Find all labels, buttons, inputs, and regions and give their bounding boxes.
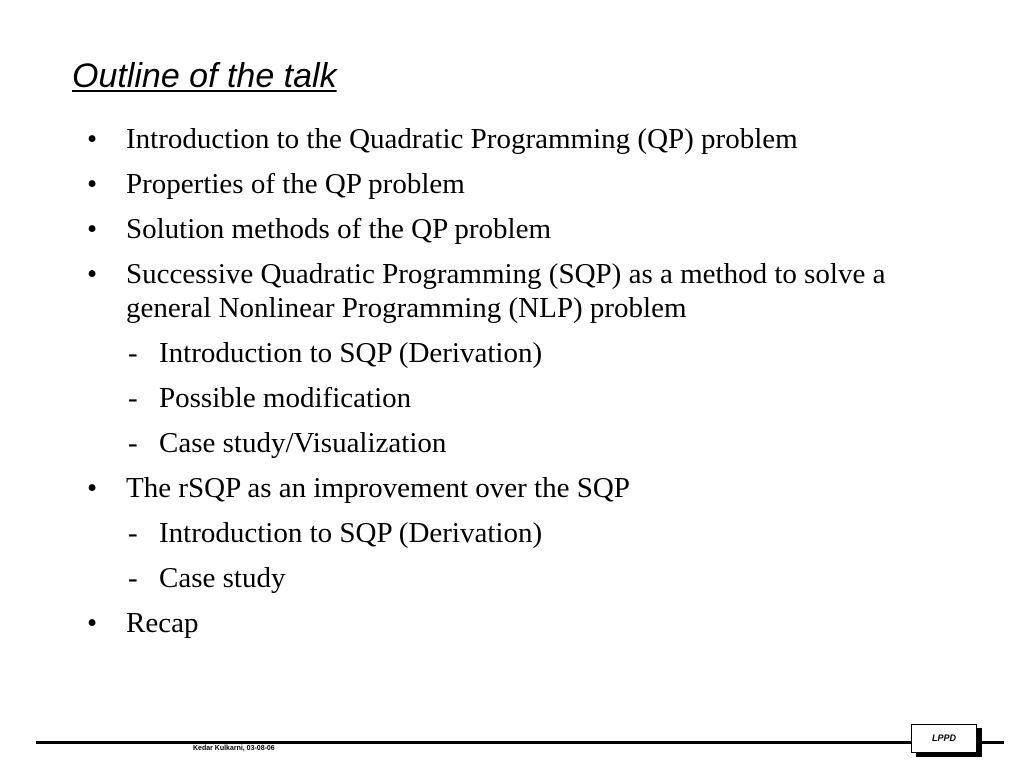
outline-subitem-text: Introduction to SQP (Derivation) [159,517,543,549]
outline-subitem [0,516,1000,550]
outline-item [0,212,926,246]
outline-list [0,122,1000,651]
slide-title: Outline of the talk [72,57,337,95]
bullet-icon: • [87,607,98,639]
outline-subitem-text: Case study/Visualization [159,427,447,459]
outline-item [0,606,926,640]
footer-divider [36,741,1004,744]
bullet-icon: • [87,472,98,504]
outline-subitem [0,561,1000,595]
dash-icon: - [128,337,138,369]
outline-subitem [0,381,1000,415]
outline-subitem-text: Introduction to SQP (Derivation) [159,337,543,369]
outline-item-text: Properties of the QP problem [126,168,465,200]
lppd-logo: LPPD [911,724,977,753]
outline-item [0,257,926,325]
dash-icon: - [128,562,138,594]
outline-item [0,471,926,505]
dash-icon: - [128,517,138,549]
outline-item [0,122,926,156]
outline-item-text: Solution methods of the QP problem [126,213,552,245]
outline-subitem [0,426,1000,460]
outline-item-text: Introduction to the Quadratic Programming (QP) problem [126,123,798,155]
outline-item-text: The rSQP as an improvement over the SQP [126,472,630,504]
dash-icon: - [128,382,138,414]
outline-item-text: Successive Quadratic Programming (SQP) as a method to solve a general Nonlinear Programming (NLP) problem [126,258,886,324]
bullet-icon: • [87,258,98,290]
outline-subitem [0,336,1000,370]
outline-item-text: Recap [126,607,199,639]
bullet-icon: • [87,168,98,200]
bullet-icon: • [87,213,98,245]
outline-subitem-text: Case study [159,562,286,594]
outline-item [0,167,926,201]
outline-subitem-text: Possible modification [159,382,412,414]
footer-author-date: Kedar Kulkarni, 03-08-06 [193,745,275,752]
bullet-icon: • [87,123,98,155]
dash-icon: - [128,427,138,459]
